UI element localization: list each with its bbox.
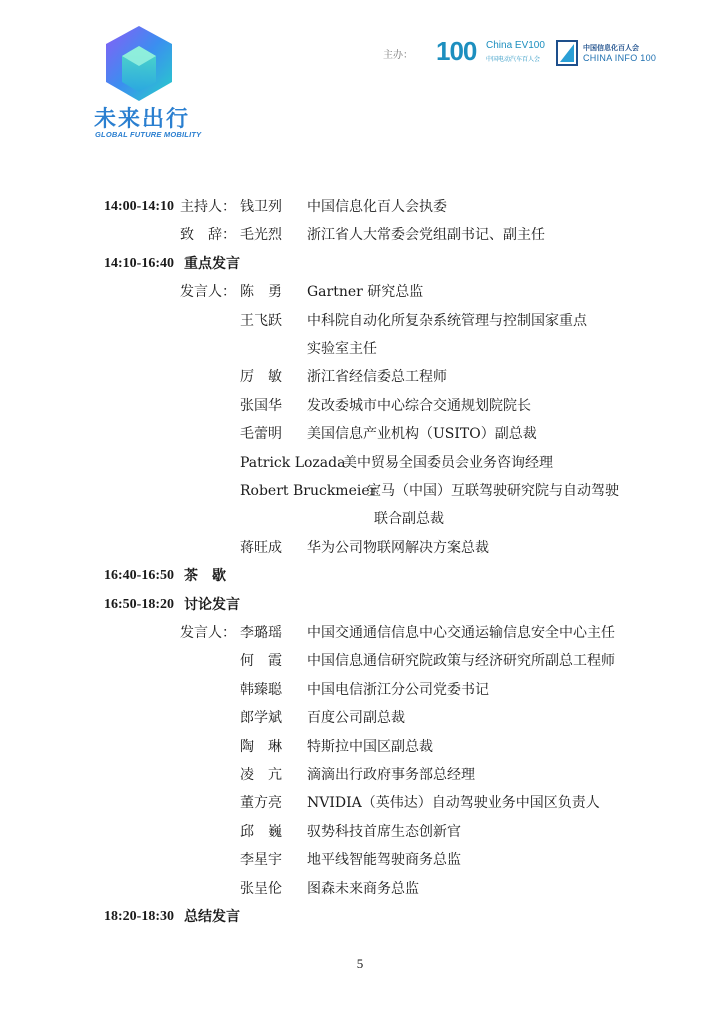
- info100-logo-en: CHINA INFO 100: [583, 53, 657, 63]
- speaker-title: 驭势科技首席生态创新官: [307, 823, 461, 840]
- speaker-title: 中国信息化百人会执委: [307, 199, 447, 215]
- logo-title: 未来出行: [94, 107, 191, 132]
- ev100-logo-brand: China EV100: [486, 40, 545, 51]
- speaker-name: 李星宇: [240, 852, 282, 869]
- schedule-row: [0, 707, 720, 729]
- speaker-name: 厉 敏: [240, 369, 282, 386]
- schedule-row: [0, 594, 720, 616]
- speaker-title: 百度公司副总裁: [307, 710, 405, 727]
- info100-logo-icon: [556, 40, 578, 66]
- speaker-title: 浙江省人大常委会党组副书记、副主任: [307, 227, 545, 244]
- host-label: 主办：: [383, 50, 413, 61]
- speaker-role: 发言人：: [180, 625, 236, 641]
- speaker-title: NVIDIA（英伟达）自动驾驶业务中国区负责人: [307, 795, 600, 812]
- schedule-row: [0, 650, 720, 672]
- speaker-title: 发改委城市中心综合交通规划院院长: [307, 397, 531, 414]
- time-slot: 16:50-18:20: [104, 596, 174, 612]
- session-title: 讨论发言: [184, 596, 240, 613]
- speaker-role: 致 辞：: [180, 227, 236, 244]
- speaker-title: 中国电信浙江分公司党委书记: [307, 681, 489, 698]
- page-number: 5: [356, 956, 364, 971]
- schedule-row: [0, 679, 720, 701]
- speaker-name: 邱 巍: [240, 823, 282, 840]
- schedule-row: [0, 281, 720, 303]
- speaker-title: 宝马（中国）互联驾驶研究院与自动驾驶: [367, 483, 619, 499]
- schedule-row: [0, 565, 720, 587]
- schedule-row: [0, 338, 720, 360]
- schedule-row: [0, 310, 720, 332]
- future-mobility-logo-icon: [104, 24, 174, 104]
- speaker-title: 华为公司物联网解决方案总裁: [307, 539, 489, 556]
- schedule-row: [0, 508, 720, 530]
- schedule-row: [0, 849, 720, 871]
- speaker-name: 郎学斌: [240, 710, 282, 727]
- speaker-title: Gartner 研究总监: [307, 284, 424, 301]
- speaker-name: 蒋旺成: [240, 539, 282, 556]
- schedule-row: [0, 253, 720, 275]
- schedule-row: [0, 452, 720, 474]
- speaker-title: 美中贸易全国委员会业务咨询经理: [343, 454, 553, 471]
- schedule-row: [0, 423, 720, 445]
- logo-subtitle: GLOBAL FUTURE MOBILITY: [95, 130, 202, 139]
- session-title: 重点发言: [184, 255, 240, 272]
- session-title: 总结发言: [184, 909, 240, 925]
- speaker-title: 中科院自动化所复杂系统管理与控制国家重点: [307, 312, 587, 329]
- speaker-name: 毛光烈: [240, 227, 282, 244]
- schedule-row: [0, 792, 720, 814]
- schedule-row: [0, 537, 720, 559]
- speaker-name: 韩臻聪: [240, 681, 282, 698]
- speaker-name: 陶 琳: [240, 738, 282, 755]
- speaker-name: 王飞跃: [240, 312, 282, 329]
- schedule-row: [0, 480, 720, 502]
- speaker-title: 滴滴出行政府事务部总经理: [307, 767, 475, 783]
- ev100-logo-subtitle: 中国电动汽车百人会: [486, 56, 541, 63]
- speaker-title: 实验室主任: [307, 341, 377, 357]
- schedule-row: [0, 366, 720, 388]
- session-title: 茶 歇: [184, 568, 226, 585]
- speaker-name: 毛蕾明: [240, 426, 282, 443]
- speaker-name: 何 霞: [240, 653, 282, 670]
- speaker-role: 主持人：: [180, 199, 236, 215]
- speaker-name: 张呈伦: [240, 880, 282, 897]
- speaker-name: 董方亮: [240, 795, 282, 812]
- info100-logo-cn: 中国信息化百人会: [583, 44, 639, 52]
- schedule-row: [0, 622, 720, 644]
- speaker-name: 钱卫列: [240, 199, 282, 215]
- ev100-logo-number: 100: [436, 36, 477, 66]
- schedule-row: [0, 906, 720, 928]
- speaker-title: 特斯拉中国区副总裁: [307, 738, 433, 755]
- speaker-name: Patrick Lozada: [240, 454, 346, 471]
- speaker-title: 浙江省经信委总工程师: [307, 369, 447, 386]
- speaker-name: 陈 勇: [240, 284, 282, 301]
- speaker-title: 联合副总裁: [374, 511, 444, 528]
- time-slot: 16:40-16:50: [104, 568, 174, 584]
- speaker-name: Robert Bruckmeier: [240, 483, 377, 499]
- time-slot: 18:20-18:30: [104, 909, 174, 924]
- speaker-role: 发言人：: [180, 284, 236, 301]
- schedule-row: [0, 878, 720, 900]
- schedule-row: [0, 196, 720, 218]
- speaker-name: 凌 亢: [240, 767, 282, 783]
- time-slot: 14:10-16:40: [104, 255, 174, 271]
- schedule-row: [0, 736, 720, 758]
- speaker-name: 张国华: [240, 397, 282, 414]
- speaker-title: 中国交通通信信息中心交通运输信息安全中心主任: [307, 625, 615, 641]
- page-header: [0, 0, 720, 160]
- schedule-row: [0, 764, 720, 786]
- speaker-title: 图森未来商务总监: [307, 880, 419, 897]
- speaker-title: 美国信息产业机构（USITO）副总裁: [307, 426, 537, 443]
- speaker-title: 地平线智能驾驶商务总监: [307, 852, 461, 869]
- speaker-name: 李璐瑶: [240, 625, 282, 641]
- schedule-row: [0, 395, 720, 417]
- schedule-row: [0, 224, 720, 246]
- time-slot: 14:00-14:10: [104, 199, 174, 214]
- schedule-row: [0, 821, 720, 843]
- speaker-title: 中国信息通信研究院政策与经济研究所副总工程师: [307, 653, 615, 670]
